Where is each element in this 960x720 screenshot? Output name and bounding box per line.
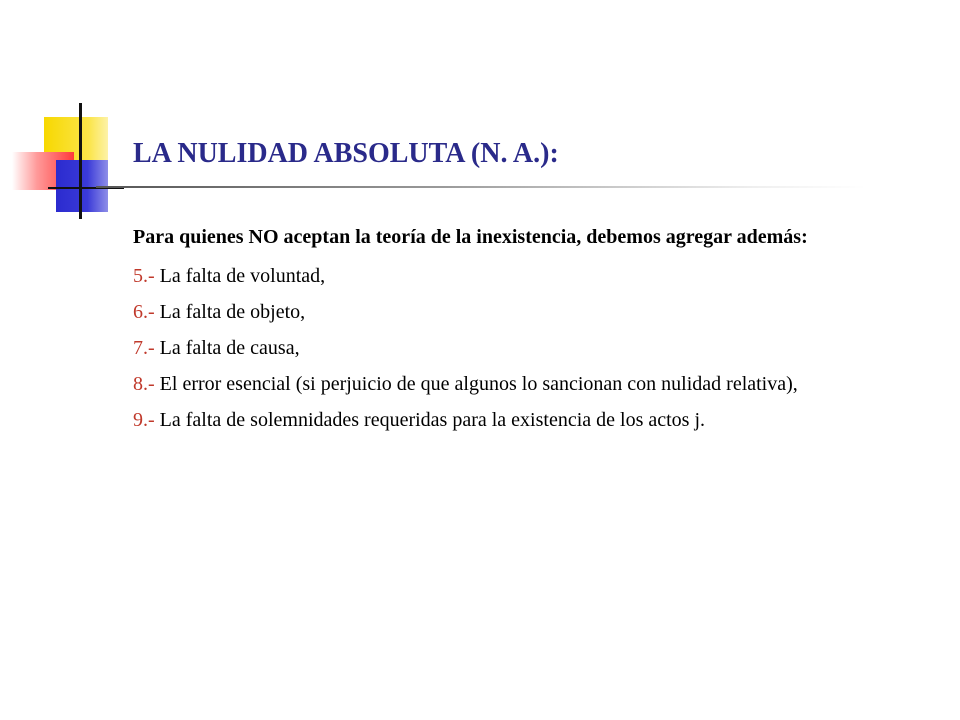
item-number: 7.- xyxy=(133,337,155,359)
list-item xyxy=(133,258,893,294)
intro-text: Para quienes NO aceptan la teoría de la inexistencia, debemos agregar además: xyxy=(133,226,808,248)
item-number: 5.- xyxy=(133,265,155,287)
item-text: La falta de solemnidades requeridas para la existencia de los actos j. xyxy=(154,409,706,431)
item-number: 8.- xyxy=(133,373,155,395)
item-text: La falta de causa, xyxy=(154,337,300,359)
item-text: La falta de objeto, xyxy=(154,301,306,323)
vertical-line xyxy=(79,103,82,219)
item-number: 6.- xyxy=(133,301,155,323)
slide-title: LA NULIDAD ABSOLUTA (N. A.): xyxy=(133,138,559,169)
title-divider xyxy=(96,186,866,188)
item-text: El error esencial (si perjuicio de que algunos lo sancionan con nulidad relativa), xyxy=(154,373,798,395)
decorative-squares xyxy=(0,0,140,230)
list-item xyxy=(133,330,893,366)
list-item xyxy=(133,366,893,402)
item-text: La falta de voluntad, xyxy=(154,265,326,287)
item-number: 9.- xyxy=(133,409,155,431)
list-item xyxy=(133,294,893,330)
slide-body xyxy=(133,222,893,438)
list-item xyxy=(133,402,893,438)
